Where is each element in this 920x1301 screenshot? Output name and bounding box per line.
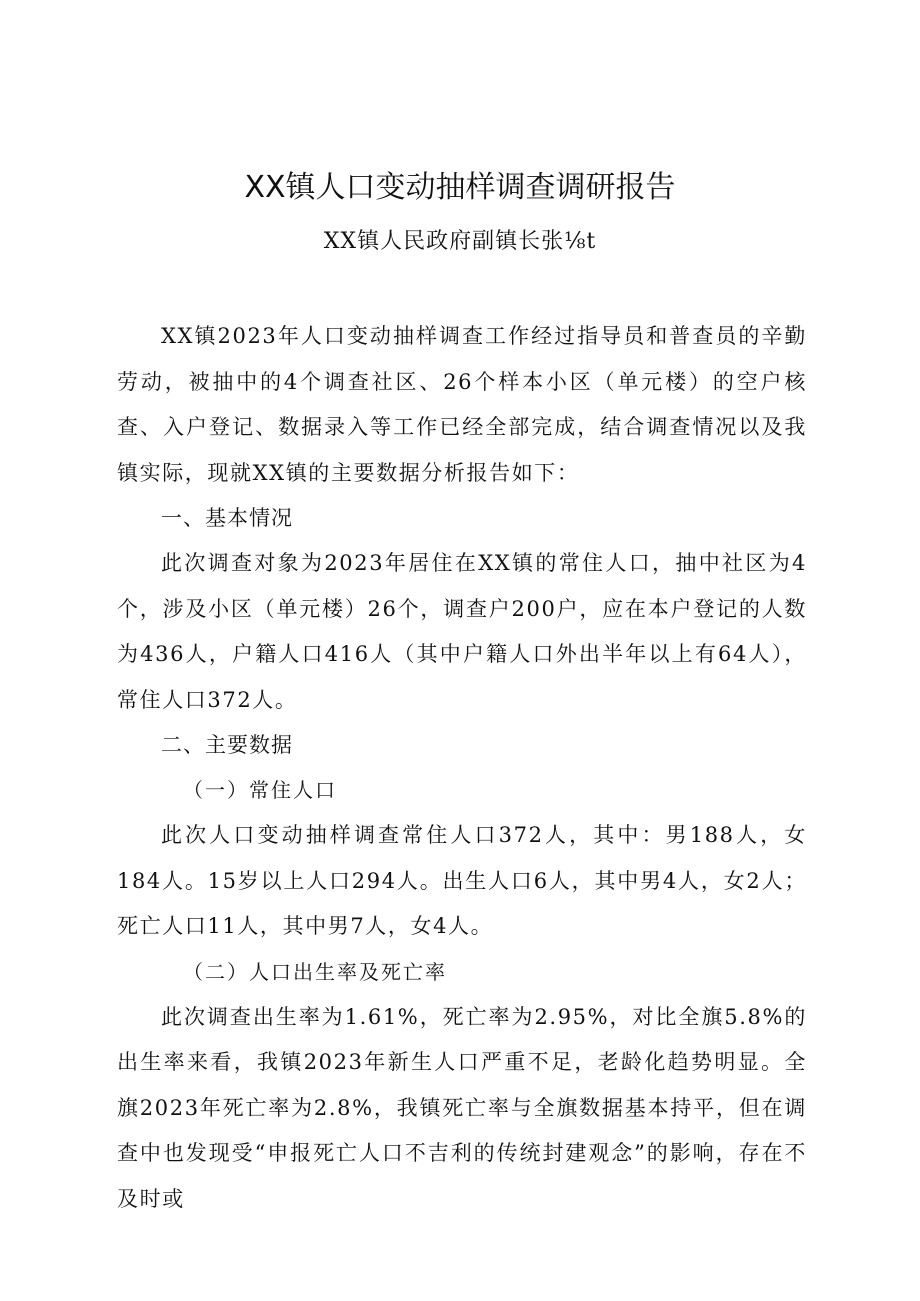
birth-death-rate-paragraph: 此次调查出生率为1.61%，死亡率为2.95%，对比全旗5.8%的出生率来看，我镇2023年新生人口严重不足，老龄化趋势明显。全旗2023年死亡率为2.8%，我镇死亡率与全旗数据基本持平，但在调查中也发现受“申报死亡人口不吉利的传统封建观念”的影响，存在不及时或 <box>117 1004 807 1211</box>
section-heading-main-data: 二、主要数据 <box>161 733 293 757</box>
resident-population-paragraph: 此次人口变动抽样调查常住人口372人，其中：男188人，女184人。15岁以上人口294人。出生人口6人，其中男4人，女2人；死亡人口11人，其中男7人，女4人。 <box>117 823 807 938</box>
document-author: XX镇人民政府副镇长张⅛t <box>323 229 597 254</box>
document-body <box>117 314 807 1222</box>
subsection-heading-resident-population: （一）常住人口 <box>183 778 337 802</box>
intro-paragraph: XX镇2023年人口变动抽样调查工作经过指导员和普查员的辛勤劳动，被抽中的4个调查社区、26个样本小区（单元楼）的空户核查、入户登记、数据录入等工作已经全部完成，结合调查情况以及我镇实际，现就XX镇的主要数据分析报告如下： <box>117 324 807 485</box>
section-heading-basic-situation: 一、基本情况 <box>161 506 293 530</box>
subsection-heading-birth-death-rate: （二）人口出生率及死亡率 <box>183 959 447 984</box>
document-title: XX镇人口变动抽样调查调研报告 <box>244 170 676 205</box>
basic-situation-paragraph: 此次调查对象为2023年居住在XX镇的常住人口，抽中社区为4个，涉及小区（单元楼）26个，调查户200户，应在本户登记的人数为436人，户籍人口416人（其中户籍人口外出半年以上有64人），常住人口372人。 <box>117 551 807 712</box>
